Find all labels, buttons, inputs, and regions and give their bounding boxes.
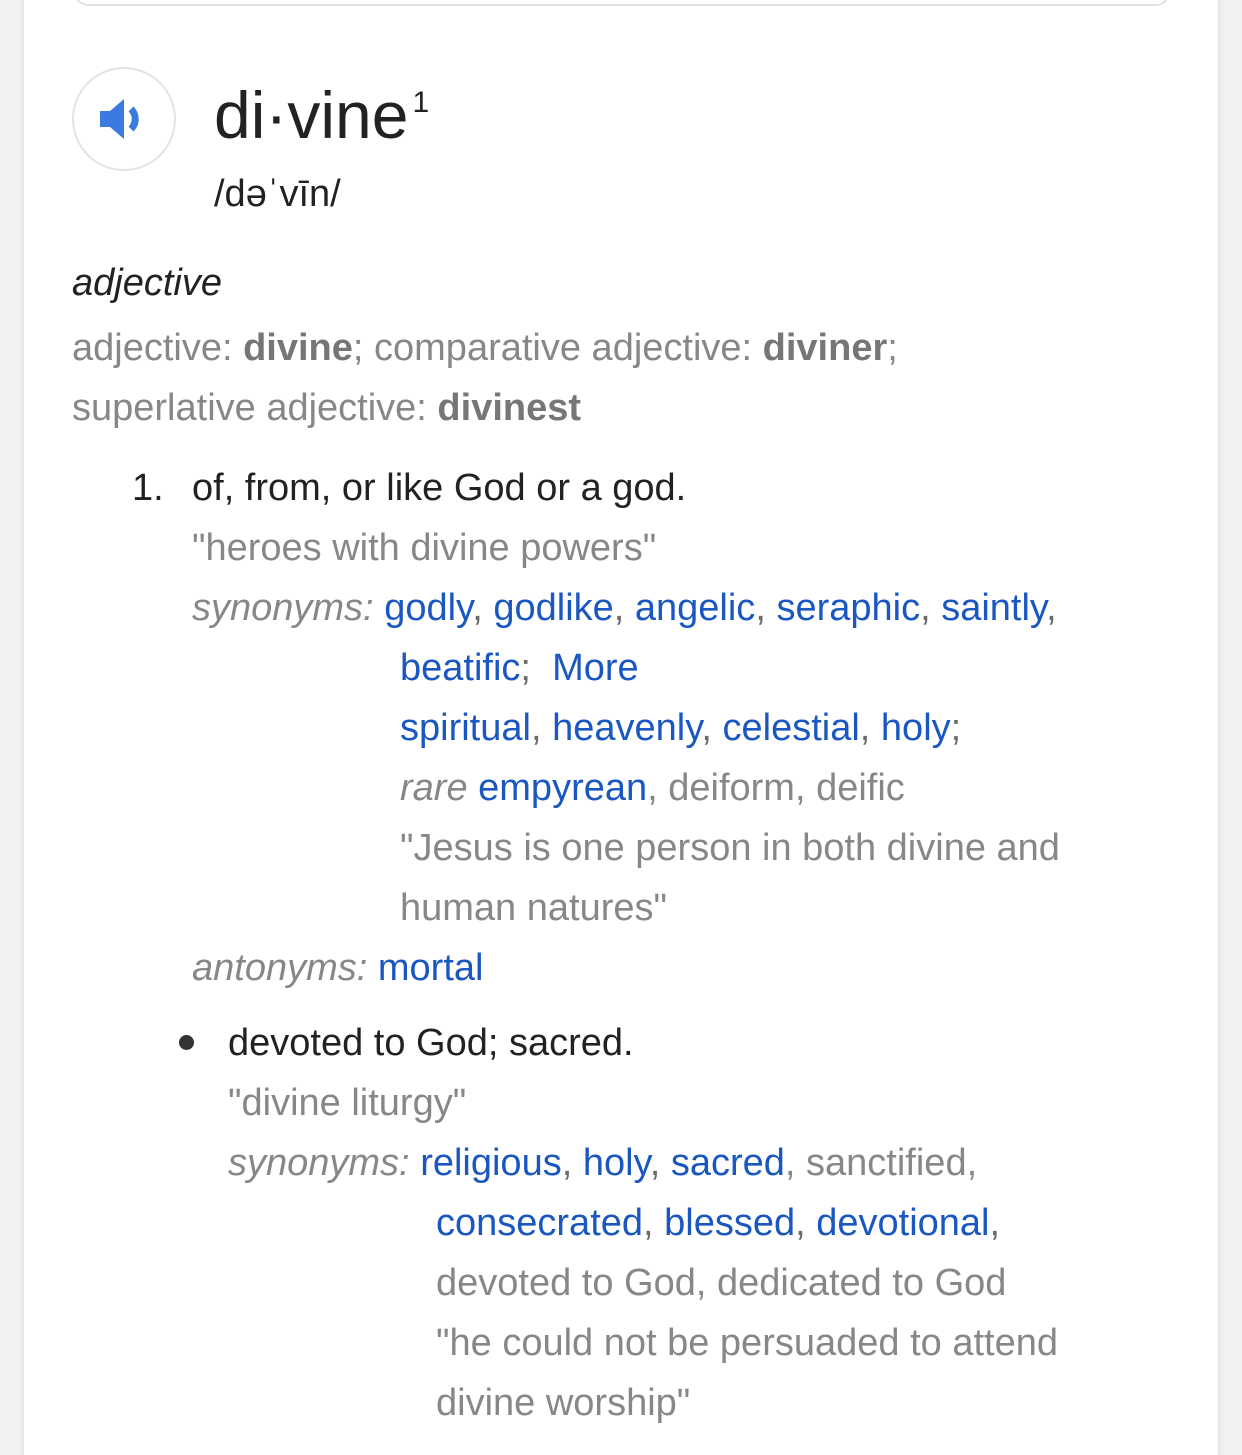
sense-1b-example-line-2: divine worship" bbox=[436, 1382, 691, 1424]
synonym-link[interactable]: heavenly bbox=[552, 707, 702, 749]
forms-comp-label: ; comparative adjective: bbox=[352, 327, 763, 369]
forms-sup-value: divinest bbox=[437, 387, 582, 429]
synonym-link[interactable]: godlike bbox=[493, 587, 614, 629]
bullet-icon bbox=[179, 1035, 194, 1050]
sense-1-synonyms-row-3: spiritual, heavenly, celestial, holy; bbox=[400, 707, 962, 749]
sense-1b-synonyms-row-1: synonyms: religious, holy, sacred, sanctified, bbox=[228, 1142, 978, 1184]
antonym-link[interactable]: mortal bbox=[377, 947, 484, 989]
synonym-link[interactable]: holy bbox=[582, 1142, 650, 1184]
forms-adj-value: divine bbox=[243, 327, 353, 369]
synonym-example-line-1: "Jesus is one person in both divine and bbox=[400, 827, 1060, 869]
sense-1b-example: "divine liturgy" bbox=[228, 1082, 467, 1124]
sense-1b-definition: devoted to God; sacred. bbox=[228, 1022, 634, 1064]
sense-1b-synonyms-row-3: devoted to God, dedicated to God bbox=[436, 1262, 1007, 1304]
part-of-speech: adjective bbox=[72, 262, 222, 304]
synonym-link[interactable]: devotional bbox=[816, 1202, 990, 1244]
forms-sup-label: superlative adjective: bbox=[72, 387, 438, 429]
synonym-link[interactable]: celestial bbox=[722, 707, 860, 749]
sense-1b-example-line-1: "he could not be persuaded to attend bbox=[436, 1322, 1058, 1364]
sense-1-synonyms-row-1: synonyms: godly, godlike, angelic, seraphic, saintly, bbox=[192, 587, 1057, 629]
synonyms-label: synonyms: bbox=[228, 1142, 410, 1184]
synonym-example-line-2: human natures" bbox=[400, 887, 667, 929]
headword bbox=[214, 70, 429, 174]
synonym-link[interactable]: consecrated bbox=[436, 1202, 644, 1244]
rare-plain-synonyms: , deiform, deific bbox=[647, 767, 905, 809]
sense-1-synonyms-row-2: beatific; More bbox=[400, 647, 639, 689]
synonyms-label: synonyms: bbox=[192, 587, 374, 629]
forms-separator: ; bbox=[887, 327, 898, 369]
synonym-link[interactable]: religious bbox=[420, 1142, 562, 1184]
headword-text: di·vine bbox=[214, 78, 409, 152]
synonym-link[interactable]: empyrean bbox=[478, 767, 648, 809]
sense-1-row bbox=[132, 458, 164, 518]
volume-speaker-icon bbox=[98, 97, 150, 141]
sense-1-synonyms-rare-row bbox=[400, 758, 905, 818]
phonetic-spelling: /dəˈvīn/ bbox=[214, 173, 341, 215]
synonym-link[interactable]: angelic bbox=[634, 587, 756, 629]
pronounce-button[interactable] bbox=[72, 67, 176, 171]
sense-1-antonyms-row bbox=[192, 938, 483, 998]
synonym-link[interactable]: sacred bbox=[670, 1142, 785, 1184]
plain-synonyms: , sanctified, bbox=[784, 1142, 978, 1184]
rare-label: rare bbox=[400, 767, 468, 809]
forms-adj-label: adjective: bbox=[72, 327, 244, 369]
sense-number: 1. bbox=[132, 467, 164, 509]
synonym-link[interactable]: spiritual bbox=[400, 707, 531, 749]
more-synonyms-button[interactable]: More bbox=[552, 647, 639, 689]
synonym-link[interactable]: seraphic bbox=[776, 587, 921, 629]
synonym-link[interactable]: holy bbox=[880, 707, 951, 749]
antonyms-label: antonyms: bbox=[192, 947, 368, 989]
synonym-link[interactable]: saintly bbox=[941, 587, 1047, 629]
sense-1-example: "heroes with divine powers" bbox=[192, 527, 657, 569]
forms-comp-value: diviner bbox=[762, 327, 888, 369]
search-box-edge bbox=[74, 0, 1170, 6]
synonym-link[interactable]: beatific bbox=[400, 647, 521, 689]
word-forms bbox=[72, 318, 1202, 438]
sense-1-definition: of, from, or like God or a god. bbox=[192, 467, 687, 509]
sense-1b-synonyms-row-2: consecrated, blessed, devotional, bbox=[436, 1202, 1001, 1244]
synonym-link[interactable]: godly bbox=[384, 587, 473, 629]
headword-superscript: 1 bbox=[412, 86, 430, 119]
synonym-link[interactable]: blessed bbox=[664, 1202, 796, 1244]
